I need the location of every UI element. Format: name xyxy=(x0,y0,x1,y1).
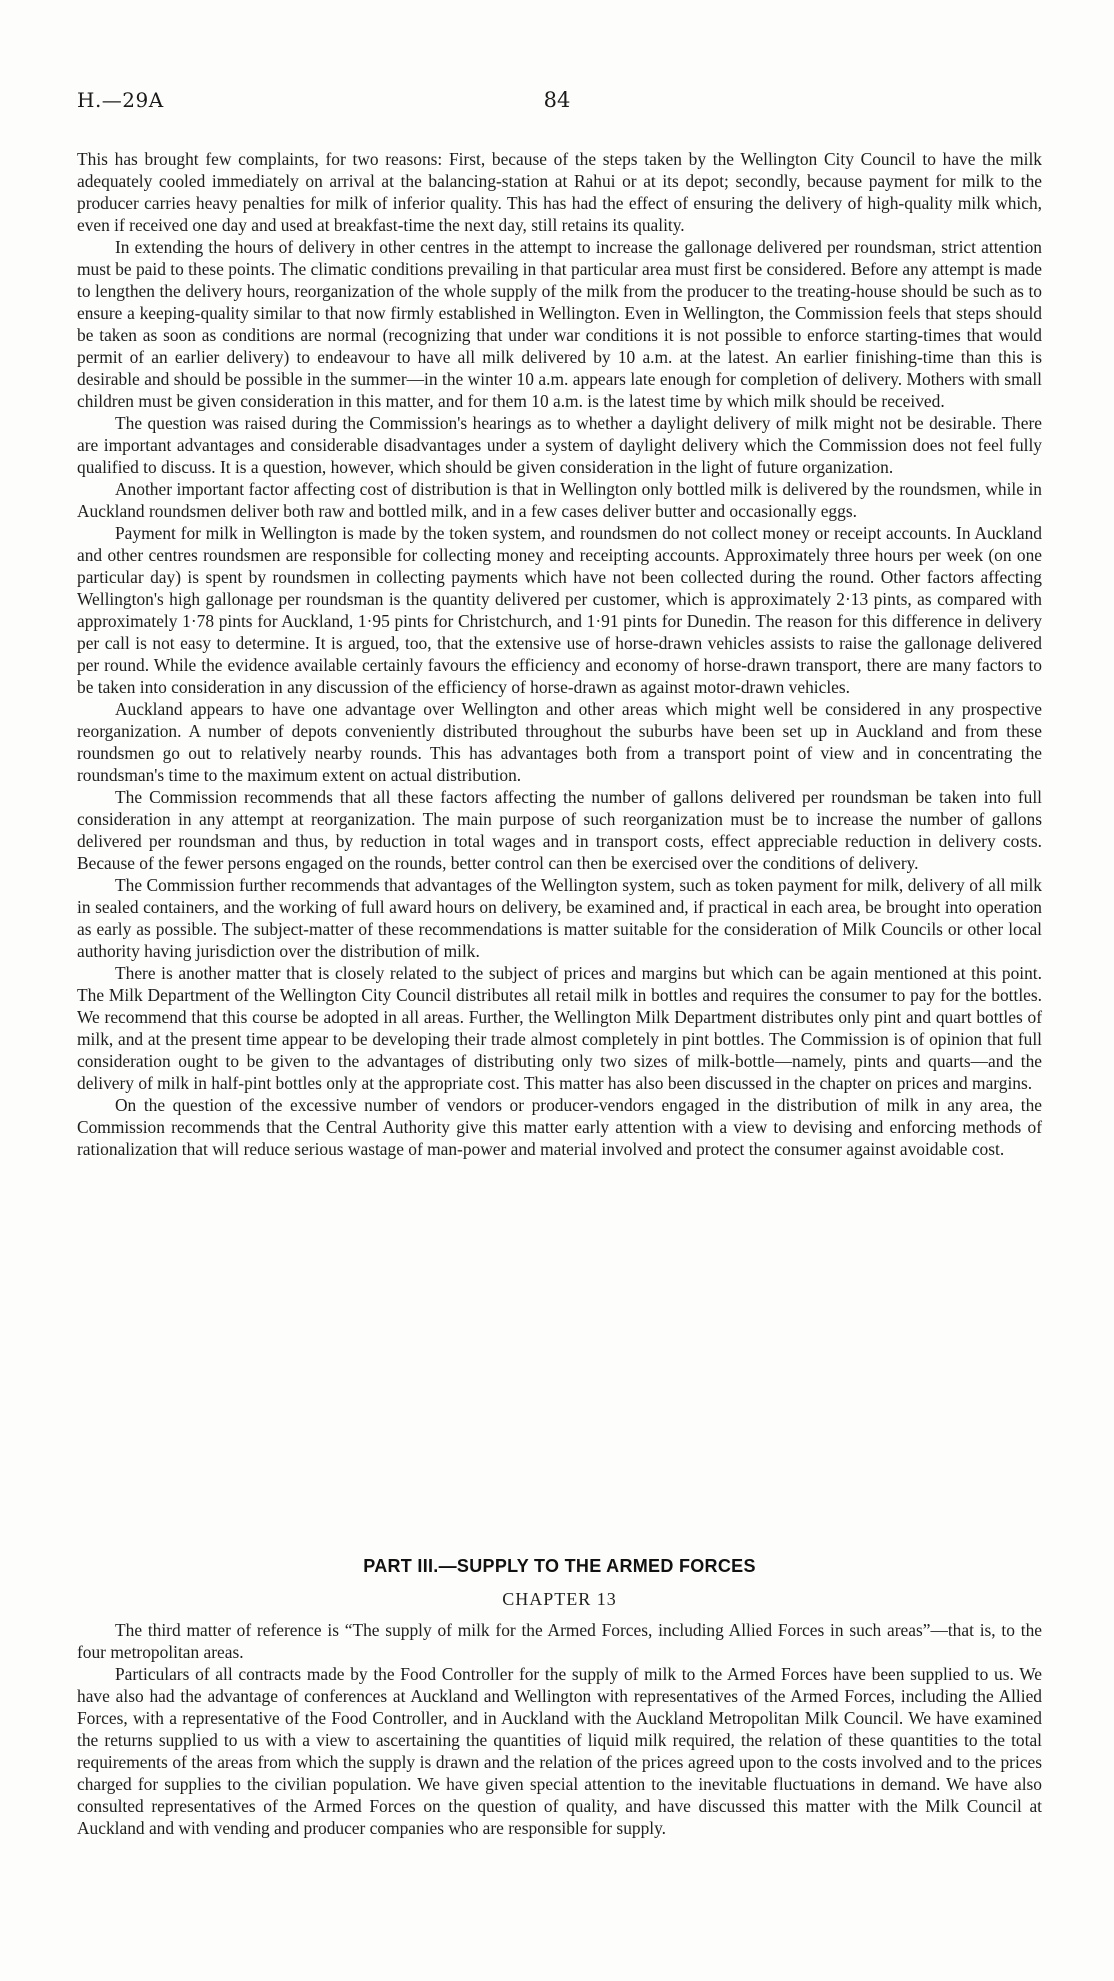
body-text xyxy=(77,148,1042,1160)
paragraph: Auckland appears to have one advantage over Wellington and other areas which might well be considered in any prospective reorganization. A number of depots conveniently distributed throughout the suburbs have been set up in Auckland and from these roundsmen go out to relatively nearby rounds. This has advantages both from a transport point of view and in concentrating the roundsman's time to the maximum extent on actual distribution. xyxy=(77,699,1042,785)
chapter-heading: CHAPTER 13 xyxy=(502,1589,617,1609)
part-heading: PART III.—SUPPLY TO THE ARMED FORCES xyxy=(363,1556,756,1576)
paragraph: Particulars of all contracts made by the Food Controller for the supply of milk to the Armed Forces have been supplied to us. We have also had the advantage of conferences at Auckland and Wellington with representatives of the Armed Forces, including the Allied Forces, with a representative of the Food Controller, and in Auckland with the Auckland Metropolitan Milk Council. We have examined the returns supplied to us with a view to ascertaining the quantities of liquid milk required, the relation of these quantities to the total requirements of the areas from which the supply is drawn and the relation of the prices agreed upon to the costs involved and to the prices charged for supplies to the civilian population. We have given special attention to the inevitable fluctuations in demand. We have also consulted representatives of the Armed Forces on the question of quality, and have discussed this matter with the Milk Council at Auckland and with vending and producer companies who are responsible for supply. xyxy=(77,1664,1042,1838)
paragraph: The Commission further recommends that advantages of the Wellington system, such as token payment for milk, delivery of all milk in sealed containers, and the working of full award hours on delivery, be examined and, if practical in each area, be brought into operation as early as possible. The subject-matter of these recommendations is matter suitable for the consideration of Milk Councils or other local authority having jurisdiction over the distribution of milk. xyxy=(77,875,1042,961)
document-reference: H.—29A xyxy=(77,88,164,112)
paragraph: The third matter of reference is “The supply of milk for the Armed Forces, including Allied Forces in such areas”—that is, to the four metropolitan areas. xyxy=(77,1620,1042,1662)
paragraph: The question was raised during the Commission's hearings as to whether a daylight delivery of milk might not be desirable. There are important advantages and considerable disadvantages under a system of daylight delivery which the Commission does not feel fully qualified to discuss. It is a question, however, which should be given consideration in the light of future organization. xyxy=(77,413,1042,477)
page-number: 84 xyxy=(543,88,571,112)
paragraph: The Commission recommends that all these factors affecting the number of gallons delivered per roundsman be taken into full consideration in any attempt at reorganization. The main purpose of such reorganization must be to increase the number of gallons delivered per roundsman and thus, by reduction in total wages and in transport costs, effect appreciable reduction in delivery costs. Because of the fewer persons engaged on the rounds, better control can then be exercised over the conditions of delivery. xyxy=(77,787,1042,873)
paragraph: Payment for milk in Wellington is made by the token system, and roundsmen do not collect money or receipt accounts. In Auckland and other centres roundsmen are responsible for collecting money and receipting accounts. Approximately three hours per week (on one particular day) is spent by roundsmen in collecting payments which have not been collected during the round. Other factors affecting Wellington's high gallonage per roundsman is the quantity delivered per customer, which is approximately 2·13 pints, as compared with approximately 1·78 pints for Auckland, 1·95 pints for Christchurch, and 1·91 pints for Dunedin. The reason for this difference in delivery per call is not easy to determine. It is argued, too, that the extensive use of horse-drawn vehicles assists to raise the gallonage delivered per round. While the evidence available certainly favours the efficiency and economy of horse-drawn transport, there are many factors to be taken into consideration in any discussion of the efficiency of horse-drawn as against motor-drawn vehicles. xyxy=(77,523,1042,697)
paragraph: There is another matter that is closely related to the subject of prices and margins but which can be again mentioned at this point. The Milk Department of the Wellington City Council distributes all retail milk in bottles and requires the consumer to pay for the bottles. We recommend that this course be adopted in all areas. Further, the Wellington Milk Department distributes only pint and quart bottles of milk, and at the present time appear to be developing their trade almost completely in pint bottles. The Commission is of opinion that full consideration ought to be given to the advantages of distributing only two sizes of milk-bottle—namely, pints and quarts—and the delivery of milk in half-pint bottles only at the appropriate cost. This matter has also been discussed in the chapter on prices and margins. xyxy=(77,963,1042,1093)
part3-text xyxy=(77,1619,1042,1839)
paragraph: This has brought few complaints, for two reasons: First, because of the steps taken by the Wellington City Council to have the milk adequately cooled immediately on arrival at the balancing-station at Rahui or at its depot; secondly, because payment for milk to the producer carries heavy penalties for milk of inferior quality. This has had the effect of ensuring the delivery of high-quality milk which, even if received one day and used at breakfast-time the next day, still retains its quality. xyxy=(77,149,1042,235)
paragraph: On the question of the excessive number of vendors or producer-vendors engaged in the distribution of milk in any area, the Commission recommends that the Central Authority give this matter early attention with a view to devising and enforcing methods of rationalization that will reduce serious wastage of man-power and material involved and protect the consumer against avoidable cost. xyxy=(77,1095,1042,1159)
paragraph: In extending the hours of delivery in other centres in the attempt to increase the gallonage delivered per roundsman, strict attention must be paid to these points. The climatic conditions prevailing in that particular area must first be considered. Before any attempt is made to lengthen the delivery hours, reorganization of the whole supply of the milk from the producer to the treating-house should be such as to ensure a keeping-quality similar to that now firmly established in Wellington. Even in Wellington, the Commission feels that steps should be taken as soon as conditions are normal (recognizing that under war conditions it is not possible to enforce starting-times that would permit of an earlier delivery) to endeavour to have all milk delivered by 10 a.m. at the latest. An earlier finishing-time than this is desirable and should be possible in the summer—in the winter 10 a.m. appears late enough for completion of delivery. Mothers with small children must be given consideration in this matter, and for them 10 a.m. is the latest time by which milk should be received. xyxy=(77,237,1042,411)
page-header xyxy=(77,88,1037,118)
paragraph: Another important factor affecting cost of distribution is that in Wellington only bottled milk is delivered by the roundsmen, while in Auckland roundsmen deliver both raw and bottled milk, and in a few cases deliver butter and occasionally eggs. xyxy=(77,479,1042,521)
